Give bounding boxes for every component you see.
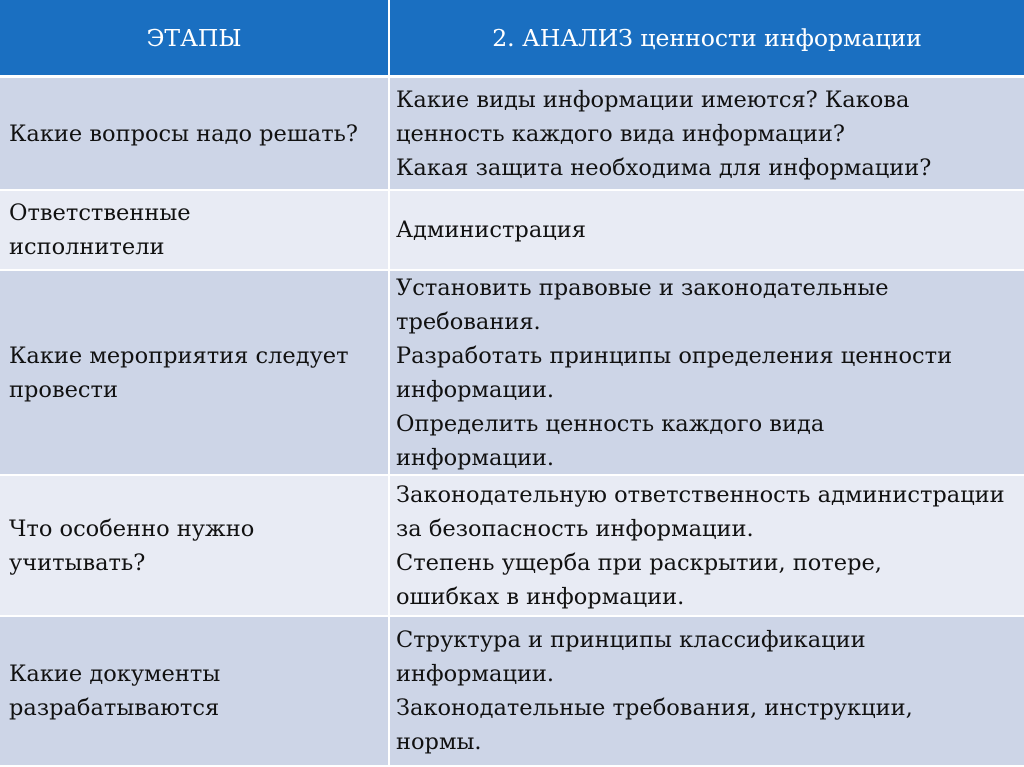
row-3-question — [0, 271, 390, 476]
row-2-question-text: Ответственные исполнители — [9, 200, 191, 260]
row-3-answer — [390, 271, 1024, 476]
row-4-answer-line-2: Степень ущерба при раскрытии, потере, ошибках в информации. — [396, 549, 882, 610]
header-stages — [0, 0, 390, 78]
row-3-question-text: Какие мероприятия следует провести — [9, 342, 349, 403]
row-4-answer — [390, 476, 1024, 617]
row-5-answer — [390, 617, 1024, 767]
row-4-question — [0, 476, 390, 617]
row-4-answer-line-1: Законодательную ответственность администрации за безопасность информации. — [396, 481, 1005, 542]
row-4-question-text: Что особенно нужно учитывать? — [9, 515, 255, 576]
header-stages-label: ЭТАПЫ — [146, 23, 242, 52]
row-1-question-text: Какие вопросы надо решать? — [9, 120, 358, 147]
row-1-question — [0, 78, 390, 191]
row-1-answer-line-2: Какая защита необходима для информации? — [396, 154, 932, 181]
header-analysis-label: 2. АНАЛИЗ ценности информации — [492, 23, 922, 52]
row-5-answer-line-2: Законодательные требования, инструкции, нормы. — [396, 695, 913, 755]
row-1-answer — [390, 78, 1024, 191]
row-5-question-text: Какие документы разрабатываются — [9, 661, 221, 721]
row-1-answer-line-1: Какие виды информации имеются? Какова ценность каждого вида информации? — [396, 86, 910, 147]
row-5-question — [0, 617, 390, 767]
row-3-answer-line-2: Разработать принципы определения ценности информации. — [396, 342, 953, 403]
row-3-answer-line-1: Установить правовые и законодательные требования. — [396, 274, 889, 335]
row-2-answer — [390, 191, 1024, 271]
row-5-answer-line-1: Структура и принципы классификации информации. — [396, 627, 866, 687]
row-3-answer-line-3: Определить ценность каждого вида информации. — [396, 410, 825, 471]
row-2-answer-line-1: Администрация — [396, 217, 586, 243]
header-analysis — [390, 0, 1024, 78]
row-2-question — [0, 191, 390, 271]
